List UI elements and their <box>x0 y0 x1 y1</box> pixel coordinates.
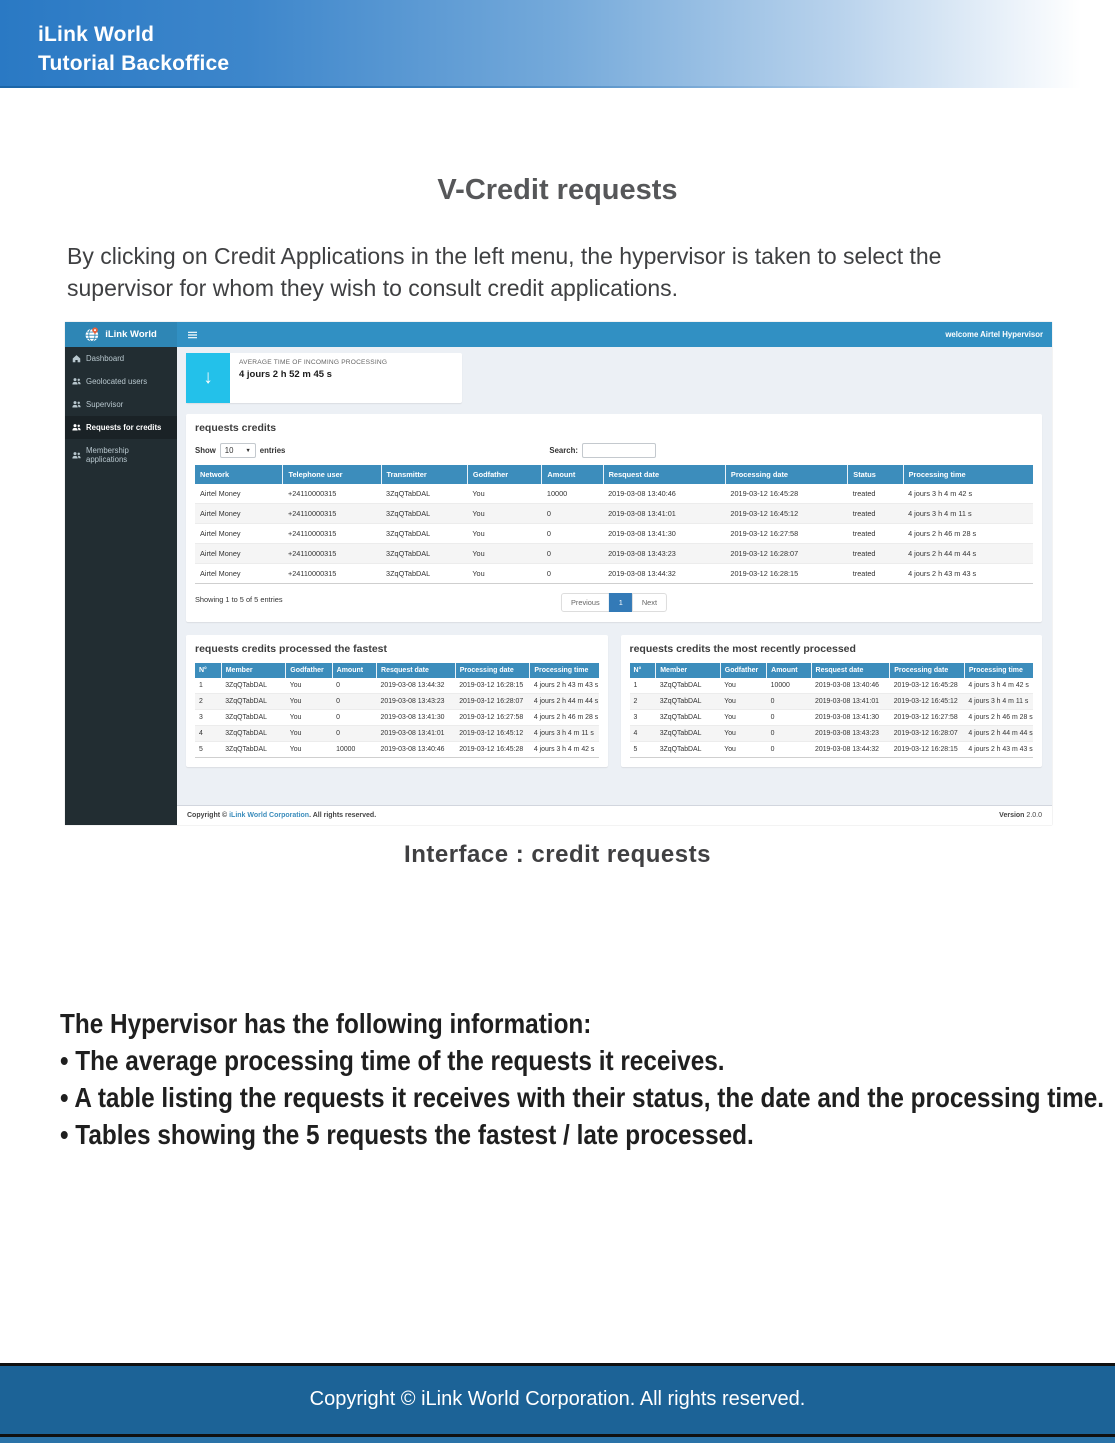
app-footer <box>177 805 1052 825</box>
table-cell: 2019-03-12 16:45:12 <box>890 694 965 710</box>
table-row <box>195 564 1033 584</box>
table-row <box>630 710 1034 726</box>
table-cell: 2019-03-12 16:28:07 <box>890 726 965 742</box>
recent-requests-panel <box>621 635 1043 767</box>
table-cell: 1 <box>195 678 221 694</box>
entries-label: entries <box>259 446 286 455</box>
table-cell: Airtel Money <box>195 524 283 544</box>
header-row <box>630 663 1034 678</box>
users-icon <box>72 451 81 460</box>
table-cell: You <box>286 694 332 710</box>
table-row <box>195 726 599 742</box>
table-cell: 2019-03-08 13:44:32 <box>603 564 725 584</box>
table-cell: You <box>720 710 766 726</box>
column-header[interactable]: N° <box>630 663 656 678</box>
panel-title: requests credits processed the fastest <box>195 643 387 655</box>
document-header <box>0 0 1115 88</box>
table-cell: +24110000315 <box>283 484 381 504</box>
table-cell: 3ZqQTabDAL <box>221 678 286 694</box>
column-header[interactable]: Amount <box>767 663 811 678</box>
table-cell: 4 jours 2 h 43 m 43 s <box>530 678 599 694</box>
table-cell: 0 <box>332 694 376 710</box>
column-header[interactable]: Godfather <box>720 663 766 678</box>
column-header[interactable]: Transmitter <box>381 465 467 484</box>
sidebar-item-label: Supervisor <box>86 400 124 409</box>
table-row <box>195 504 1033 524</box>
users-icon <box>72 377 81 386</box>
table-cell: 3ZqQTabDAL <box>656 694 721 710</box>
table-cell: 2019-03-08 13:44:32 <box>377 678 456 694</box>
table-cell: treated <box>848 524 903 544</box>
table-cell: 2019-03-12 16:27:58 <box>890 710 965 726</box>
ilink-logo-icon <box>85 327 100 342</box>
recent-requests-table <box>630 663 1034 758</box>
column-header[interactable]: N° <box>195 663 221 678</box>
table-cell: treated <box>848 504 903 524</box>
figure-caption: Interface : credit requests <box>404 841 711 868</box>
table-cell: 2019-03-12 16:27:58 <box>455 710 530 726</box>
table-cell: You <box>286 678 332 694</box>
table-cell: 2019-03-08 13:41:01 <box>377 726 456 742</box>
table-cell: 4 jours 3 h 4 m 11 s <box>530 726 599 742</box>
table-cell: +24110000315 <box>283 524 381 544</box>
table-cell: 0 <box>332 678 376 694</box>
table-cell: 2019-03-08 13:43:23 <box>377 694 456 710</box>
requests-credits-table <box>195 465 1033 584</box>
table-cell: 3ZqQTabDAL <box>381 524 467 544</box>
entries-select-value: 10 <box>224 446 234 455</box>
column-header[interactable]: Godfather <box>467 465 542 484</box>
table-cell: 2019-03-08 13:40:46 <box>377 742 456 758</box>
pagination <box>561 593 667 612</box>
table-search-control <box>549 443 656 458</box>
users-icon <box>72 400 81 409</box>
table-cell: 0 <box>542 544 603 564</box>
table-cell: 2019-03-12 16:28:07 <box>455 694 530 710</box>
search-label: Search: <box>549 446 578 455</box>
table-row <box>195 710 599 726</box>
table-cell: You <box>467 524 542 544</box>
column-header[interactable]: Amount <box>542 465 603 484</box>
table-cell: 2019-03-12 16:45:28 <box>890 678 965 694</box>
app-brand-label: iLink World <box>105 329 157 340</box>
table-cell: 2019-03-08 13:40:46 <box>811 678 890 694</box>
app-logo[interactable] <box>65 322 177 347</box>
table-cell: You <box>720 694 766 710</box>
previous-page-button[interactable]: Previous <box>561 593 610 612</box>
table-cell: 3ZqQTabDAL <box>381 504 467 524</box>
table-cell: You <box>720 726 766 742</box>
table-cell: 3ZqQTabDAL <box>656 678 721 694</box>
average-time-stat-card <box>186 353 462 403</box>
table-cell: 4 jours 2 h 46 m 28 s <box>964 710 1033 726</box>
entries-select[interactable] <box>220 443 256 458</box>
table-cell: treated <box>848 484 903 504</box>
table-row <box>630 678 1034 694</box>
table-cell: 2019-03-08 13:41:30 <box>603 524 725 544</box>
table-cell: 4 jours 2 h 46 m 28 s <box>530 710 599 726</box>
table-cell: 4 jours 2 h 46 m 28 s <box>903 524 1033 544</box>
table-cell: 0 <box>332 726 376 742</box>
column-header[interactable]: Member <box>221 663 286 678</box>
table-cell: You <box>467 484 542 504</box>
table-cell: 2019-03-12 16:45:12 <box>455 726 530 742</box>
column-header[interactable]: Processing time <box>530 663 599 678</box>
sidebar-toggle-icon[interactable] <box>177 322 207 347</box>
table-cell: 3ZqQTabDAL <box>221 726 286 742</box>
column-header[interactable]: Processing time <box>964 663 1033 678</box>
table-cell: 0 <box>767 710 811 726</box>
table-cell: treated <box>848 564 903 584</box>
table-cell: Airtel Money <box>195 484 283 504</box>
table-cell: 3ZqQTabDAL <box>656 726 721 742</box>
table-cell: 0 <box>767 726 811 742</box>
table-cell: 2 <box>195 694 221 710</box>
column-header[interactable]: Processing date <box>890 663 965 678</box>
fastest-requests-panel <box>186 635 608 767</box>
table-cell: 0 <box>767 694 811 710</box>
sidebar-item-label: Membership applications <box>86 446 129 464</box>
intro-paragraph: By clicking on Credit Applications in the left menu, the hypervisor is taken to select the supervisor for whom they wish to consult credit applications. <box>67 243 942 301</box>
panel-title: requests credits the most recently processed <box>629 643 856 655</box>
sidebar-item-membership-applications[interactable] <box>65 439 177 471</box>
table-cell: 2019-03-08 13:41:01 <box>811 694 890 710</box>
column-header[interactable]: Resquest date <box>603 465 725 484</box>
table-cell: 0 <box>332 710 376 726</box>
table-cell: 2019-03-12 16:28:15 <box>890 742 965 758</box>
table-cell: 2019-03-08 13:40:46 <box>603 484 725 504</box>
next-page-button[interactable]: Next <box>632 593 667 612</box>
table-cell: 2019-03-12 16:45:12 <box>725 504 847 524</box>
table-row <box>195 742 599 758</box>
table-cell: 10000 <box>332 742 376 758</box>
document-footer <box>0 1363 1115 1443</box>
table-cell: 3ZqQTabDAL <box>221 694 286 710</box>
table-cell: 2019-03-12 16:28:15 <box>455 678 530 694</box>
table-cell: 4 <box>195 726 221 742</box>
table-cell: 2019-03-08 13:43:23 <box>811 726 890 742</box>
table-cell: 3ZqQTabDAL <box>381 564 467 584</box>
table-row <box>195 694 599 710</box>
table-cell: +24110000315 <box>283 544 381 564</box>
table-cell: 3ZqQTabDAL <box>656 742 721 758</box>
table-cell: 2019-03-12 16:45:28 <box>455 742 530 758</box>
table-cell: 2019-03-08 13:41:01 <box>603 504 725 524</box>
search-input[interactable] <box>582 443 656 458</box>
backoffice-screenshot <box>65 322 1052 825</box>
dashboard-icon <box>72 354 81 363</box>
table-cell: Airtel Money <box>195 504 283 524</box>
sidebar-item-label: Requests for credits <box>86 423 162 432</box>
column-header[interactable]: Processing time <box>903 465 1033 484</box>
table-cell: You <box>286 742 332 758</box>
table-cell: 0 <box>542 524 603 544</box>
table-cell: 4 jours 3 h 4 m 42 s <box>530 742 599 758</box>
column-header[interactable]: Processing date <box>455 663 530 678</box>
table-cell: 4 jours 2 h 44 m 44 s <box>903 544 1033 564</box>
users-icon <box>72 423 81 432</box>
table-cell: Airtel Money <box>195 564 283 584</box>
table-row <box>630 726 1034 742</box>
table-cell: 4 jours 2 h 44 m 44 s <box>964 726 1033 742</box>
document-copyright: Copyright © iLink World Corporation. All rights reserved. <box>309 1388 806 1410</box>
info-bullet: • A table listing the requests it receives with their status, the date and the processing time. <box>60 1082 1105 1113</box>
column-header[interactable]: Godfather <box>286 663 332 678</box>
header-row <box>195 663 599 678</box>
stat-label: AVERAGE TIME OF INCOMING PROCESSING <box>239 359 388 366</box>
doc-header-line2: Tutorial Backoffice <box>38 52 230 75</box>
table-cell: You <box>286 710 332 726</box>
table-cell: 5 <box>630 742 656 758</box>
column-header[interactable]: Member <box>656 663 721 678</box>
chevron-down-icon: ▼ <box>245 447 251 454</box>
sidebar-item-requests-for-credits[interactable] <box>65 416 177 439</box>
table-cell: You <box>467 544 542 564</box>
table-cell: 4 jours 3 h 4 m 11 s <box>964 694 1033 710</box>
table-cell: 4 jours 3 h 4 m 42 s <box>964 678 1033 694</box>
table-row <box>195 524 1033 544</box>
table-cell: 3 <box>630 710 656 726</box>
table-cell: 3ZqQTabDAL <box>221 710 286 726</box>
table-cell: treated <box>848 544 903 564</box>
table-cell: 3ZqQTabDAL <box>381 484 467 504</box>
page-title: V-Credit requests <box>437 174 678 206</box>
table-cell: +24110000315 <box>283 564 381 584</box>
table-cell: 0 <box>767 742 811 758</box>
sidebar-item-supervisor[interactable] <box>65 393 177 416</box>
table-cell: 4 <box>630 726 656 742</box>
sidebar-item-geolocated-users[interactable] <box>65 370 177 393</box>
panel-title: requests credits <box>195 422 277 434</box>
entries-length-control <box>195 443 285 458</box>
header-row <box>195 465 1033 484</box>
show-label: Show <box>195 446 216 455</box>
sidebar-nav <box>65 347 177 825</box>
info-bullet: • The average processing time of the requests it receives. <box>60 1045 725 1076</box>
column-header[interactable]: Telephone user <box>283 465 381 484</box>
table-cell: 5 <box>195 742 221 758</box>
table-cell: You <box>286 726 332 742</box>
table-row <box>195 484 1033 504</box>
sidebar-item-label: Dashboard <box>86 354 125 363</box>
table-cell: 3 <box>195 710 221 726</box>
sidebar-item-dashboard[interactable] <box>65 347 177 370</box>
page-1-button[interactable]: 1 <box>609 593 633 612</box>
table-cell: 4 jours 3 h 4 m 11 s <box>903 504 1033 524</box>
info-bullet: • Tables showing the 5 requests the fastest / late processed. <box>60 1119 754 1150</box>
column-header[interactable]: Network <box>195 465 283 484</box>
main-content <box>177 347 1052 805</box>
table-cell: 2019-03-08 13:43:23 <box>603 544 725 564</box>
column-header[interactable]: Processing date <box>725 465 847 484</box>
table-cell: You <box>720 742 766 758</box>
table-cell: 2019-03-12 16:28:07 <box>725 544 847 564</box>
table-cell: 4 jours 2 h 44 m 44 s <box>530 694 599 710</box>
table-cell: 4 jours 2 h 43 m 43 s <box>903 564 1033 584</box>
info-block <box>60 1005 1105 1153</box>
app-copyright: Copyright © iLink World Corporation. All rights reserved. <box>187 812 377 819</box>
table-cell: 4 jours 3 h 4 m 42 s <box>903 484 1033 504</box>
table-cell: 2019-03-12 16:27:58 <box>725 524 847 544</box>
table-cell: 10000 <box>542 484 603 504</box>
fastest-requests-table <box>195 663 599 758</box>
column-header[interactable]: Resquest date <box>811 663 890 678</box>
table-row <box>195 678 599 694</box>
table-cell: 4 jours 2 h 43 m 43 s <box>964 742 1033 758</box>
column-header[interactable]: Amount <box>332 663 376 678</box>
table-cell: 2019-03-08 13:41:30 <box>811 710 890 726</box>
table-cell: 0 <box>542 564 603 584</box>
showing-entries-status: Showing 1 to 5 of 5 entries <box>195 595 283 604</box>
welcome-user-menu[interactable]: welcome Airtel Hypervisor <box>945 330 1043 339</box>
table-cell: 10000 <box>767 678 811 694</box>
requests-credits-panel <box>186 414 1042 622</box>
table-cell: 3ZqQTabDAL <box>381 544 467 564</box>
column-header[interactable]: Resquest date <box>377 663 456 678</box>
table-cell: Airtel Money <box>195 544 283 564</box>
table-row <box>630 742 1034 758</box>
table-cell: 2 <box>630 694 656 710</box>
arrow-down-icon: ↓ <box>186 353 230 403</box>
table-cell: 2019-03-12 16:28:15 <box>725 564 847 584</box>
table-cell: 0 <box>542 504 603 524</box>
app-version: Version 2.0.0 <box>999 812 1042 819</box>
table-cell: 1 <box>630 678 656 694</box>
column-header[interactable]: Status <box>848 465 903 484</box>
table-cell: 2019-03-12 16:45:28 <box>725 484 847 504</box>
app-topbar <box>65 322 1052 347</box>
stat-value: 4 jours 2 h 52 m 45 s <box>239 369 332 380</box>
table-cell: You <box>467 504 542 524</box>
table-cell: You <box>720 678 766 694</box>
corporation-link[interactable]: iLink World Corporation <box>229 812 310 819</box>
table-cell: 3ZqQTabDAL <box>656 710 721 726</box>
table-cell: +24110000315 <box>283 504 381 524</box>
table-cell: 3ZqQTabDAL <box>221 742 286 758</box>
table-cell: 2019-03-08 13:44:32 <box>811 742 890 758</box>
table-cell: You <box>467 564 542 584</box>
table-cell: 2019-03-08 13:41:30 <box>377 710 456 726</box>
table-row <box>195 544 1033 564</box>
info-heading: The Hypervisor has the following information: <box>60 1008 592 1039</box>
sidebar-item-label: Geolocated users <box>86 377 148 386</box>
table-row <box>630 694 1034 710</box>
doc-header-line1: iLink World <box>38 23 155 46</box>
